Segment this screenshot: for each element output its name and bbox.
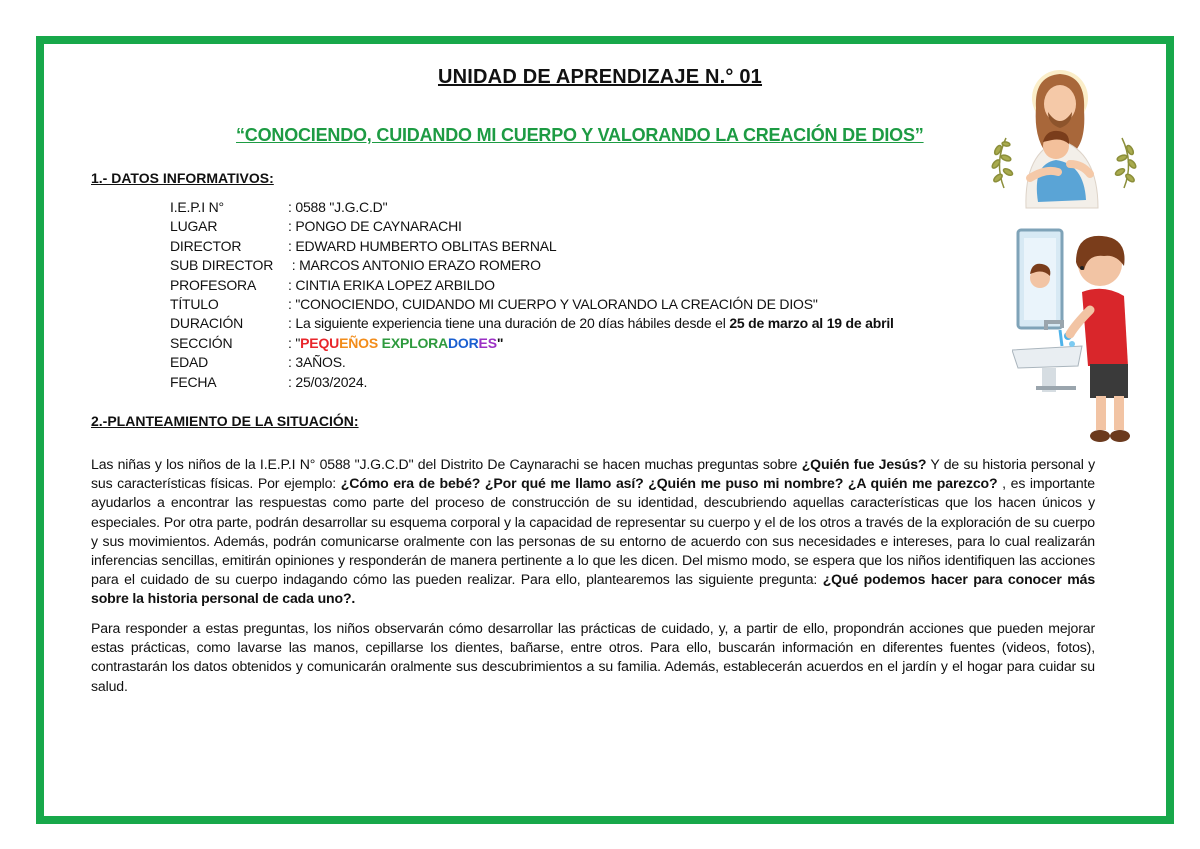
section-name-letter: P <box>300 334 310 351</box>
section-heading-datos: 1.- DATOS INFORMATIVOS: <box>91 170 274 186</box>
section-name-letter: O <box>358 334 369 351</box>
section-name-letter: U <box>329 334 340 351</box>
info-key: DURACIÓN <box>170 315 244 332</box>
info-value: : MARCOS ANTONIO ERAZO ROMERO <box>288 257 541 274</box>
info-key: EDAD <box>170 354 209 371</box>
section-name-letter: Ñ <box>348 334 359 351</box>
info-row <box>170 237 894 256</box>
info-row <box>170 256 894 275</box>
info-row <box>170 276 894 295</box>
info-value: : 3AÑOS. <box>288 354 346 371</box>
info-value <box>288 334 503 353</box>
info-row <box>170 334 894 353</box>
section-name-letter: S <box>487 334 497 351</box>
info-value: : PONGO DE CAYNARACHI <box>288 218 462 235</box>
info-row <box>170 314 894 333</box>
section-name-letter: D <box>448 334 458 351</box>
para-bold-final-question: ¿Qué podemos hacer para conocer más sobre la historia personal de cada uno?. <box>91 571 1096 607</box>
section-name-colored <box>300 335 497 351</box>
section-name-letter: P <box>399 334 410 351</box>
info-key: I.E.P.I N° <box>170 199 224 215</box>
info-row <box>170 295 894 314</box>
section-name-letter: E <box>339 334 349 351</box>
section-name-letter: E <box>309 334 319 351</box>
info-key: LUGAR <box>170 218 218 235</box>
info-value: : CINTIA ERIKA LOPEZ ARBILDO <box>288 276 495 293</box>
info-value: : EDWARD HUMBERTO OBLITAS BERNAL <box>288 237 557 254</box>
info-key: PROFESORA <box>170 276 257 293</box>
info-key: TÍTULO <box>170 295 219 312</box>
section-name-letter: R <box>468 334 479 351</box>
section-name-letter: S <box>368 334 378 351</box>
situation-paragraph-2: Para responder a estas preguntas, los niños observarán cómo desarrollar las prácticas de cuidado, y, a partir de ello, propondrán acciones que pueden mejorar estas prácticas, como lavarse las manos, cepillarse los dientes, bañarse, entre otros. Para ello, buscarán información en diferentes fuentes (videos, fotos), contrastarán los datos obtenidos y comunicarán oralmente sus descubrimientos a su familia. Además, establecerán acuerdos en el jardín y el hogar para cuidar su salud. <box>91 620 1095 694</box>
section-quote-open: : " <box>288 334 301 351</box>
duration-text: : La siguiente experiencia tiene una duración de 20 días hábiles desde el <box>288 315 730 332</box>
info-row <box>170 217 894 236</box>
info-key: FECHA <box>170 373 217 390</box>
para-text: Las niñas y los niños de la I.E.P.I N° 0588 "J.G.C.D" del Distrito De Caynarachi se hacen muchas preguntas sobre <box>91 456 802 472</box>
para-text: , es importante ayudarlos a encontrar las respuestas como parte del proceso de construcción de su identidad, descubriendo aquellas características que los hacen únicos y especiales. Por otra parte, podrán desarrollar su esquema corporal y la capacidad de representar su cuerpo y el de los otros a través de la exploración de su cuerpo y sus movimientos. Además, podrán comunicarse oralmente con las personas de su entorno de acuerdo con sus necesidades e intereses, para lo cual realizarán inferencias sencillas, emitirán opiniones y responderán de manera pertinente a lo que les dicen. Del mismo modo, se espera que los niños identifiquen las acciones para el cuidado de su cuerpo indagando cómo las pueden realizar. Para ello, plantearemos las siguiente pregunta: <box>91 475 1095 588</box>
document-subtitle: “CONOCIENDO, CUIDANDO MI CUERPO Y VALORANDO LA CREACIÓN DE DIOS” <box>236 125 924 145</box>
info-row <box>170 373 894 392</box>
section-name-letter: X <box>390 334 400 351</box>
boy-washing-hands-illustration <box>1012 226 1138 448</box>
info-value <box>288 314 894 333</box>
section-name-letter: O <box>457 334 469 351</box>
situation-paragraph-1 <box>91 455 1095 609</box>
jesus-child-illustration <box>986 68 1142 210</box>
section-name-letter: L <box>409 334 418 351</box>
info-value: : 25/03/2024. <box>288 373 368 390</box>
section-name-letter: R <box>428 334 439 351</box>
section-quote-close: " <box>496 334 504 351</box>
para-bold-question: ¿Quién fue Jesús? <box>801 456 927 472</box>
document-title: UNIDAD DE APRENDIZAJE N.° 01 <box>437 66 763 88</box>
section-name-letter: Q <box>318 334 330 351</box>
section-name-letter: O <box>417 334 429 351</box>
info-table <box>170 198 894 392</box>
info-value: : 0588 "J.G.C.D" <box>288 199 388 215</box>
para-text: Y de su historia personal y sus características físicas. Por ejemplo: <box>91 456 1095 492</box>
info-row <box>170 353 894 372</box>
para-bold-questions: ¿Cómo era de bebé? ¿Por qué me llamo así? ¿Quién me puso mi nombre? ¿A quién me parezco? <box>340 475 998 492</box>
info-key: DIRECTOR <box>170 237 242 254</box>
info-value: : "CONOCIENDO, CUIDANDO MI CUERPO Y VALORANDO LA CREACIÓN DE DIOS" <box>288 295 818 312</box>
info-key: SECCIÓN <box>170 334 233 351</box>
duration-dates: 25 de marzo al 19 de abril <box>729 315 894 332</box>
section-name-letter: E <box>381 334 391 351</box>
section-heading-planteamiento: 2.-PLANTEAMIENTO DE LA SITUACIÓN: <box>91 413 359 429</box>
info-key: SUB DIRECTOR <box>170 257 274 274</box>
info-row <box>170 198 894 217</box>
section-name-letter: E <box>478 334 488 351</box>
section-name-letter: A <box>438 334 448 351</box>
